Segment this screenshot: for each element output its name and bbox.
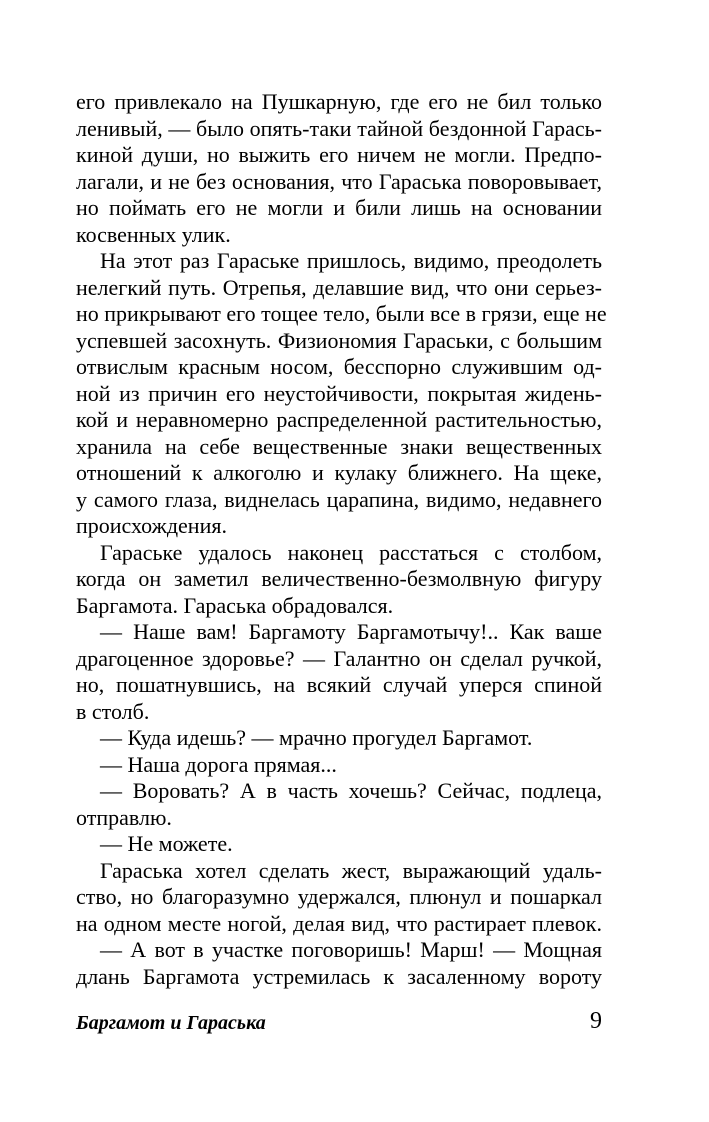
text-line: Гараське удалось наконец расстаться с столбом,	[100, 539, 602, 565]
text-line: — Не можете.	[100, 831, 233, 856]
text-line: ленивый, — было опять-таки тайной бездонной Гарась-	[76, 115, 602, 141]
text-line: в столб.	[76, 698, 150, 724]
text-line: отношений к алкоголю и кулаку ближнего. На щеке,	[76, 460, 602, 485]
text-line: — Наша дорога прямая...	[100, 751, 337, 777]
text-line: — Воровать? А в часть хочешь? Сейчас, подлеца,	[100, 778, 602, 803]
text-line: Баргамота. Гараська обрадовался.	[76, 592, 394, 618]
text-line: драгоценное здоровье? — Галантно он сделал ручкой,	[76, 645, 602, 671]
text-line: но, пошатнувшись, на всякий случай уперся спиной	[76, 672, 602, 697]
text-line: отвислым красным носом, бесспорно служившим од-	[76, 354, 602, 379]
text-line: — А вот в участке поговоришь! Марш! — Мощная	[100, 937, 602, 962]
text-line: лагали, и не без основания, что Гараська поворовывает,	[76, 168, 602, 194]
text-line: киной души, но выжить его ничем не могли. Предпо-	[76, 142, 602, 167]
text-line: кой и неравномерно распределенной растительностью,	[76, 407, 602, 432]
text-line: На этот раз Гараське пришлось, видимо, преодолеть	[100, 248, 602, 273]
text-line: — Куда идешь? — мрачно прогудел Баргамот.	[100, 725, 533, 750]
text-line: на одном месте ногой, делая вид, что растирает плевок.	[76, 910, 602, 936]
text-line: нелегкий путь. Отрепья, делавшие вид, что они серьез-	[76, 274, 602, 300]
text-line: отправлю.	[76, 804, 172, 830]
text-line: ство, но благоразумно удержался, плюнул и пошаркал	[76, 884, 602, 909]
text-line: ной из причин его неустойчивости, покрытая жидень-	[76, 380, 602, 406]
body-text	[76, 89, 607, 990]
text-line: его привлекало на Пушкарную, где его не бил только	[76, 89, 602, 114]
text-line: косвенных улик.	[76, 221, 231, 247]
text-line: когда он заметил величественно-безмолвную фигуру	[76, 566, 602, 591]
running-title: Баргамот и Гараська	[76, 1012, 266, 1034]
page-number: 9	[590, 1008, 602, 1034]
text-line: хранила на себе вещественные знаки вещественных	[76, 433, 602, 459]
text-line: длань Баргамота устремилась к засаленному вороту	[76, 963, 602, 989]
text-line: — Наше вам! Баргамоту Баргамотычу!.. Как ваше	[100, 619, 602, 644]
text-line: успевшей засохнуть. Физиономия Гараськи, с большим	[76, 327, 602, 353]
text-line: но прикрывают его тощее тело, были все в грязи, еще не	[76, 301, 607, 326]
text-line: но поймать его не могли и били лишь на основании	[76, 195, 602, 220]
text-line: Гараська хотел сделать жест, выражающий удаль-	[100, 857, 602, 883]
text-line: у самого глаза, виднелась царапина, видимо, недавнего	[76, 486, 602, 512]
text-line: происхождения.	[76, 513, 227, 538]
